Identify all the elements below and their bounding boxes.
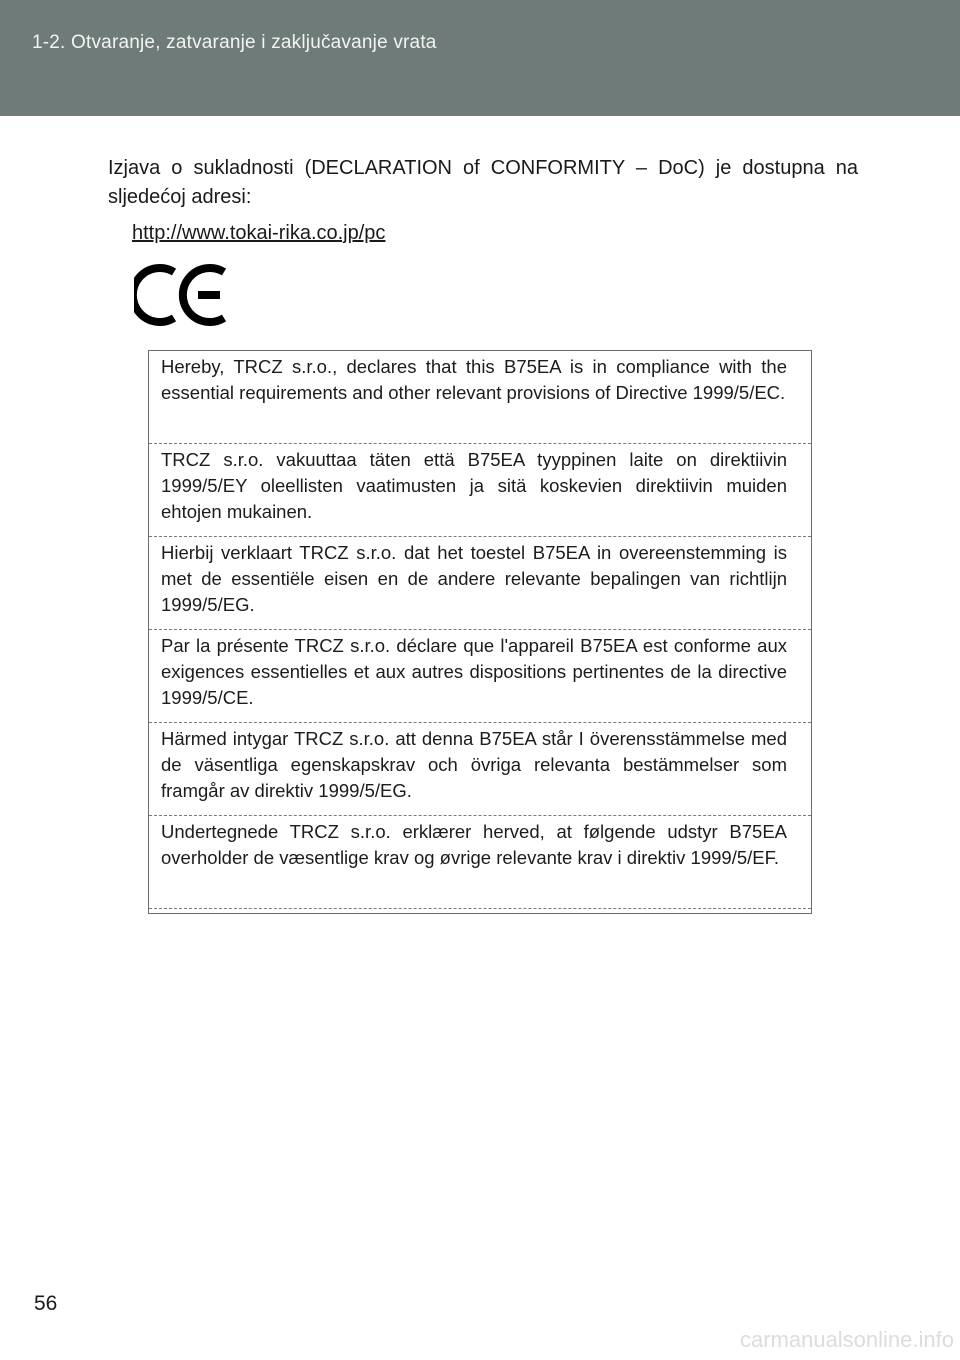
page-number: 56 xyxy=(34,1292,58,1315)
ce-mark-icon xyxy=(134,262,230,328)
declaration-danish: Undertegnede TRCZ s.r.o. erklærer herved, at følgende udstyr B75EA overholder de væsentlige krav og øvrige relevante krav i direktiv 1999/5/EF. xyxy=(149,816,811,909)
watermark: carmanualsonline.info xyxy=(739,1327,954,1352)
intro-paragraph: Izjava o sukladnosti (DECLARATION of CONFORMITY – DoC) je dostupna na sljedećoj adresi: xyxy=(108,157,858,208)
declaration-finnish: TRCZ s.r.o. vakuuttaa täten että B75EA tyyppinen laite on direktiivin 1999/5/EY oleellisten vaatimusten ja sitä koskevien direktiivin muiden ehtojen mukainen. xyxy=(149,444,811,537)
declaration-english: Hereby, TRCZ s.r.o., declares that this B75EA is in compliance with the essential requirements and other relevant provisions of Directive 1999/5/EC. xyxy=(149,351,811,444)
section-title: 1-2. Otvaranje, zatvaranje i zaključavanje vrata xyxy=(32,32,437,53)
page-header xyxy=(0,0,960,116)
declaration-swedish: Härmed intygar TRCZ s.r.o. att denna B75EA står I överensstämmelse med de väsentliga egenskapskrav och övriga relevanta bestämmelser som framgår av direktiv 1999/5/EG. xyxy=(149,723,811,816)
declaration-french: Par la présente TRCZ s.r.o. déclare que l'appareil B75EA est conforme aux exigences essentielles et aux autres dispositions pertinentes de la directive 1999/5/CE. xyxy=(149,630,811,723)
declaration-table xyxy=(148,350,812,914)
declaration-dutch: Hierbij verklaart TRCZ s.r.o. dat het toestel B75EA in overeenstemming is met de essentiële eisen en de andere relevante bepalingen van richtlijn 1999/5/EG. xyxy=(149,537,811,630)
doc-link[interactable]: http://www.tokai-rika.co.jp/pc xyxy=(132,222,386,244)
